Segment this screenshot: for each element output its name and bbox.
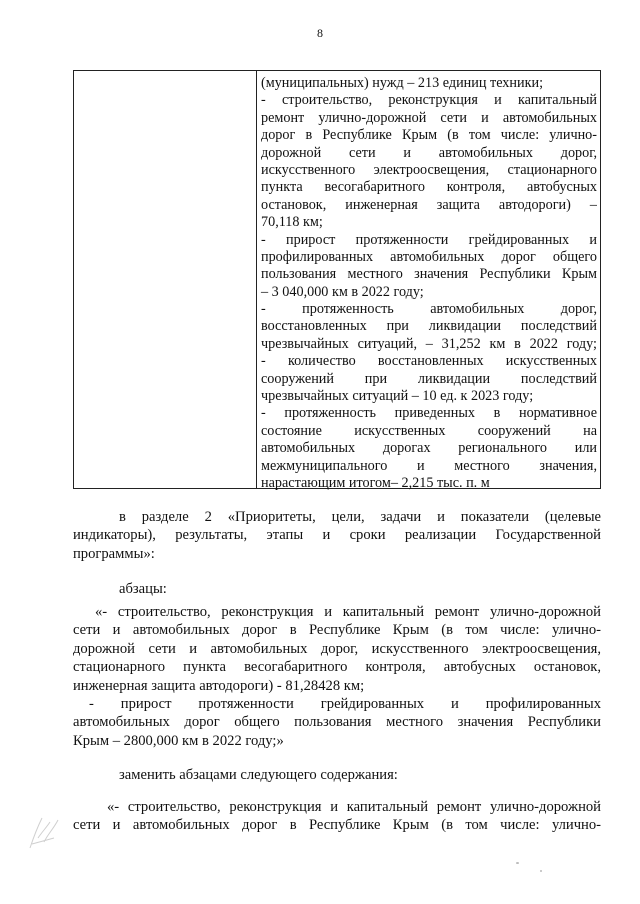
table-line: 70,118 км; <box>261 214 323 231</box>
table-line: состояние искусственных сооружений на <box>261 422 597 439</box>
table-line: - протяженность автомобильных дорог, <box>261 301 597 318</box>
paragraph-line: дорожной сети и автомобильных дорог, искусственного электроосвещения, <box>73 640 601 657</box>
table-line: восстановленных при ликвидации последствий <box>261 318 597 335</box>
section-intro-paragraph <box>73 508 601 563</box>
paragraph-line: абзацы: <box>119 581 167 597</box>
paragraph-line: сети и автомобильных дорог в Республике Крым (в том числе: улично- <box>73 622 601 639</box>
table-line: - количество восстановленных искусственных <box>261 353 597 370</box>
table-line: профилированных автомобильных дорог общего <box>261 248 597 265</box>
abzatsy-label <box>73 580 601 598</box>
paragraph-line: автомобильных дорог общего пользования местного значения Республики <box>73 714 601 731</box>
table-line: ремонт улично-дорожной сети и автомобильных <box>261 109 597 126</box>
paragraph-line: в разделе 2 «Приоритеты, цели, задачи и показатели (целевые <box>119 509 601 525</box>
table-line: дорожной сети и автомобильных дорог, <box>261 144 597 161</box>
paragraph-line: «- строительство, реконструкция и капитальный ремонт улично-дорожной <box>107 799 601 815</box>
paragraph-line: индикаторы), результаты, этапы и сроки реализации Государственной <box>73 527 601 544</box>
handwritten-initials-mark <box>24 808 64 854</box>
paragraph-line: «- строительство, реконструкция и капитальный ремонт улично-дорожной <box>95 604 601 620</box>
table-line: остановок, инженерная защита автодороги) – <box>261 196 597 213</box>
table-line: - протяженность приведенных в нормативное <box>261 405 597 422</box>
paragraph-line: сети и автомобильных дорог в Республике Крым (в том числе: улично- <box>73 817 601 834</box>
paragraph-line: Крым – 2800,000 км в 2022 году;» <box>73 732 284 749</box>
table-line: автомобильных дорогах регионального или <box>261 440 597 457</box>
table-line: искусственного электроосвещения, стационарного <box>261 161 597 178</box>
table-line: сооружений при ликвидации последствий <box>261 370 597 387</box>
table-line: нарастающим итогом– 2,215 тыс. п. м <box>261 474 490 491</box>
scan-speck <box>516 862 519 864</box>
table-line: - строительство, реконструкция и капитальный <box>261 92 597 109</box>
table-line: чрезвычайных ситуаций, – 31,252 км в 2022 году; <box>261 335 597 352</box>
paragraph-line: инженерная защита автодороги) - 81,28428 км; <box>73 677 365 694</box>
table-cell-indicators <box>261 75 597 492</box>
new-text-quote <box>73 798 601 835</box>
indicators-table <box>73 70 601 489</box>
table-line: пользования местного значения Республики Крым <box>261 266 597 283</box>
paragraph-line: стационарного пункта весогабаритного контроля, автобусных остановок, <box>73 659 601 676</box>
page-number: 8 <box>317 26 323 40</box>
replace-label <box>73 766 601 784</box>
old-text-quote <box>73 603 601 750</box>
scan-speck <box>540 870 542 872</box>
table-column-divider <box>256 71 257 488</box>
table-line: межмуниципального и местного значения, <box>261 457 597 474</box>
table-line: (муниципальных) нужд – 213 единиц техники; <box>261 75 544 91</box>
table-line: - прирост протяженности грейдированных и <box>261 231 597 248</box>
table-line: дорог в Республике Крым (в том числе: улично- <box>261 127 597 144</box>
table-line: пункта весогабаритного контроля, автобусных <box>261 179 597 196</box>
paragraph-line: заменить абзацами следующего содержания: <box>119 767 398 783</box>
paragraph-line: программы»: <box>73 545 155 562</box>
table-line: чрезвычайных ситуаций – 10 ед. к 2023 году; <box>261 388 534 405</box>
paragraph-line: - прирост протяженности грейдированных и профилированных <box>89 695 601 712</box>
table-line: – 3 040,000 км в 2022 году; <box>261 283 424 300</box>
